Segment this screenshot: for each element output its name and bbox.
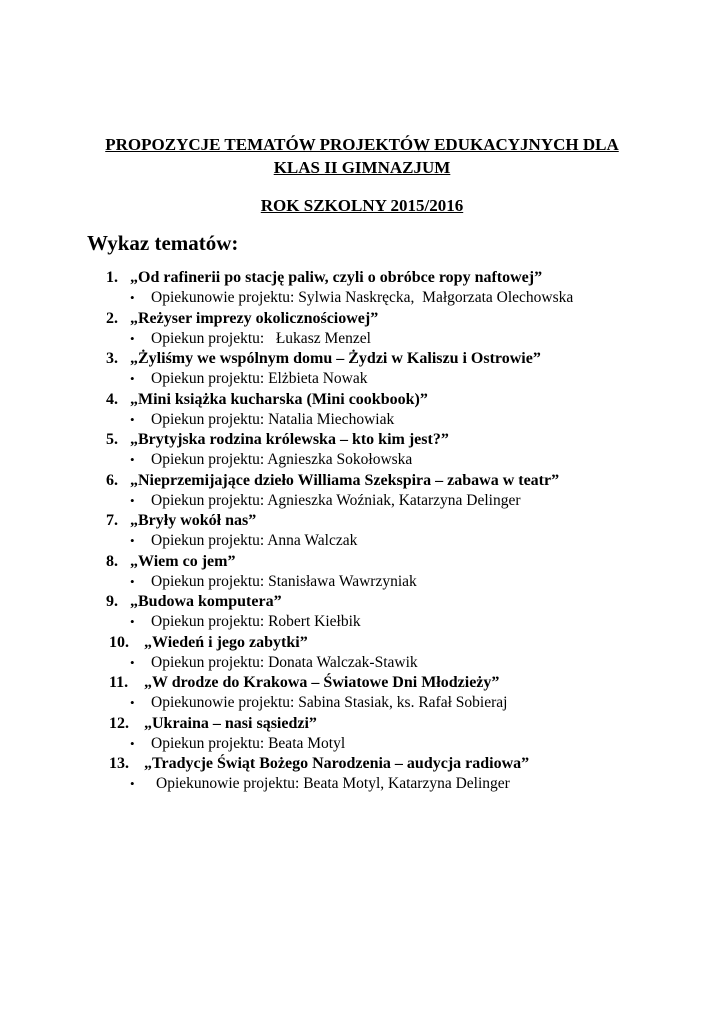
topic-supervisor: Opiekun projektu: Donata Walczak-Stawik xyxy=(151,653,418,671)
bullet-icon: • xyxy=(130,330,135,346)
topic-title: „Od rafinerii po stację paliw, czyli o obróbce ropy naftowej” xyxy=(130,269,543,286)
topic-supervisor: Opiekun projektu: Beata Motyl xyxy=(151,734,346,752)
topic-item xyxy=(0,754,724,795)
topic-number: 13. xyxy=(109,755,129,772)
bullet-icon: • xyxy=(130,695,135,710)
bullet-icon: • xyxy=(130,290,135,305)
bullet-icon: • xyxy=(130,573,135,589)
topic-supervisor: Opiekun projektu: Natalia Miechowiak xyxy=(151,410,395,428)
topic-item xyxy=(0,349,724,390)
topic-item xyxy=(0,390,724,431)
topic-supervisor: Opiekun projektu: Agnieszka Woźniak, Katarzyna Delinger xyxy=(151,491,521,509)
bullet-icon: • xyxy=(130,371,135,386)
topic-supervisor: Opiekun projektu: Agnieszka Sokołowska xyxy=(151,451,413,468)
bullet-icon: • xyxy=(130,452,135,467)
topic-title: „Budowa komputera” xyxy=(130,593,282,610)
bullet-icon: • xyxy=(130,654,135,670)
topic-number: 1. xyxy=(106,269,118,286)
topic-item xyxy=(0,511,724,552)
topics-list xyxy=(0,268,724,795)
topic-number: 5. xyxy=(106,431,118,448)
bullet-icon: • xyxy=(130,533,135,548)
topic-title: „Wiedeń i jego zabytki” xyxy=(144,633,308,651)
topic-supervisor: Opiekun projektu: Elżbieta Nowak xyxy=(151,370,368,387)
topic-title: „Brytyjska rodzina królewska – kto kim jest?” xyxy=(130,431,449,448)
topic-item xyxy=(0,714,724,755)
topic-number: 6. xyxy=(106,471,118,489)
topic-title: „W drodze do Krakowa – Światowe Dni Młodzieży” xyxy=(144,674,500,691)
topic-supervisor: Opiekun projektu: Łukasz Menzel xyxy=(151,329,371,347)
topic-title: „Żyliśmy we wspólnym domu – Żydzi w Kaliszu i Ostrowie” xyxy=(130,350,541,367)
topic-number: 9. xyxy=(106,593,118,610)
topic-title: „Wiem co jem” xyxy=(130,552,236,570)
topic-number: 8. xyxy=(106,552,118,570)
topic-supervisor: Opiekun projektu: Stanisława Wawrzyniak xyxy=(151,572,417,590)
topic-title: „Mini książka kucharska (Mini cookbook)” xyxy=(130,390,428,408)
topic-item xyxy=(0,430,724,471)
topic-title: „Ukraina – nasi sąsiedzi” xyxy=(144,714,317,732)
school-year-heading: ROK SZKOLNY 2015/2016 xyxy=(260,196,464,215)
topic-number: 2. xyxy=(106,309,118,327)
topic-item xyxy=(0,309,724,350)
topic-number: 12. xyxy=(109,714,129,732)
topic-number: 10. xyxy=(109,633,129,651)
document-title-line-1: PROPOZYCJE TEMATÓW PROJEKTÓW EDUKACYJNYCH DLA xyxy=(105,135,619,154)
topic-number: 7. xyxy=(106,512,118,529)
topic-supervisor: Opiekun projektu: Robert Kiełbik xyxy=(151,613,361,630)
topic-title: „Tradycje Świąt Bożego Narodzenia – audycja radiowa” xyxy=(144,755,530,772)
topic-item xyxy=(0,673,724,714)
topic-title: „Reżyser imprezy okolicznościowej” xyxy=(130,309,379,327)
topic-number: 3. xyxy=(106,350,118,367)
bullet-icon: • xyxy=(130,776,135,791)
topic-supervisor: Opiekun projektu: Anna Walczak xyxy=(151,532,358,549)
topic-number: 4. xyxy=(106,390,118,408)
topic-supervisor: Opiekunowie projektu: Sabina Stasiak, ks. Rafał Sobieraj xyxy=(151,694,508,711)
bullet-icon: • xyxy=(130,492,135,508)
topic-item xyxy=(0,592,724,633)
topic-number: 11. xyxy=(109,674,129,691)
topic-supervisor: Opiekunowie projektu: Beata Motyl, Katarzyna Delinger xyxy=(156,775,510,792)
topic-title: „Bryły wokół nas” xyxy=(130,512,257,529)
topic-item xyxy=(0,268,724,309)
document-title-line-2: KLAS II GIMNAZJUM xyxy=(273,158,451,177)
topics-list-heading: Wykaz tematów: xyxy=(87,231,239,255)
topic-item xyxy=(0,471,724,512)
bullet-icon: • xyxy=(130,735,135,751)
topic-title: „Nieprzemijające dzieło Williama Szekspira – zabawa w teatr” xyxy=(130,471,560,489)
topic-item xyxy=(0,552,724,593)
bullet-icon: • xyxy=(130,411,135,427)
topic-item xyxy=(0,633,724,674)
bullet-icon: • xyxy=(130,614,135,629)
topic-supervisor: Opiekunowie projektu: Sylwia Naskręcka, Małgorzata Olechowska xyxy=(151,289,574,306)
